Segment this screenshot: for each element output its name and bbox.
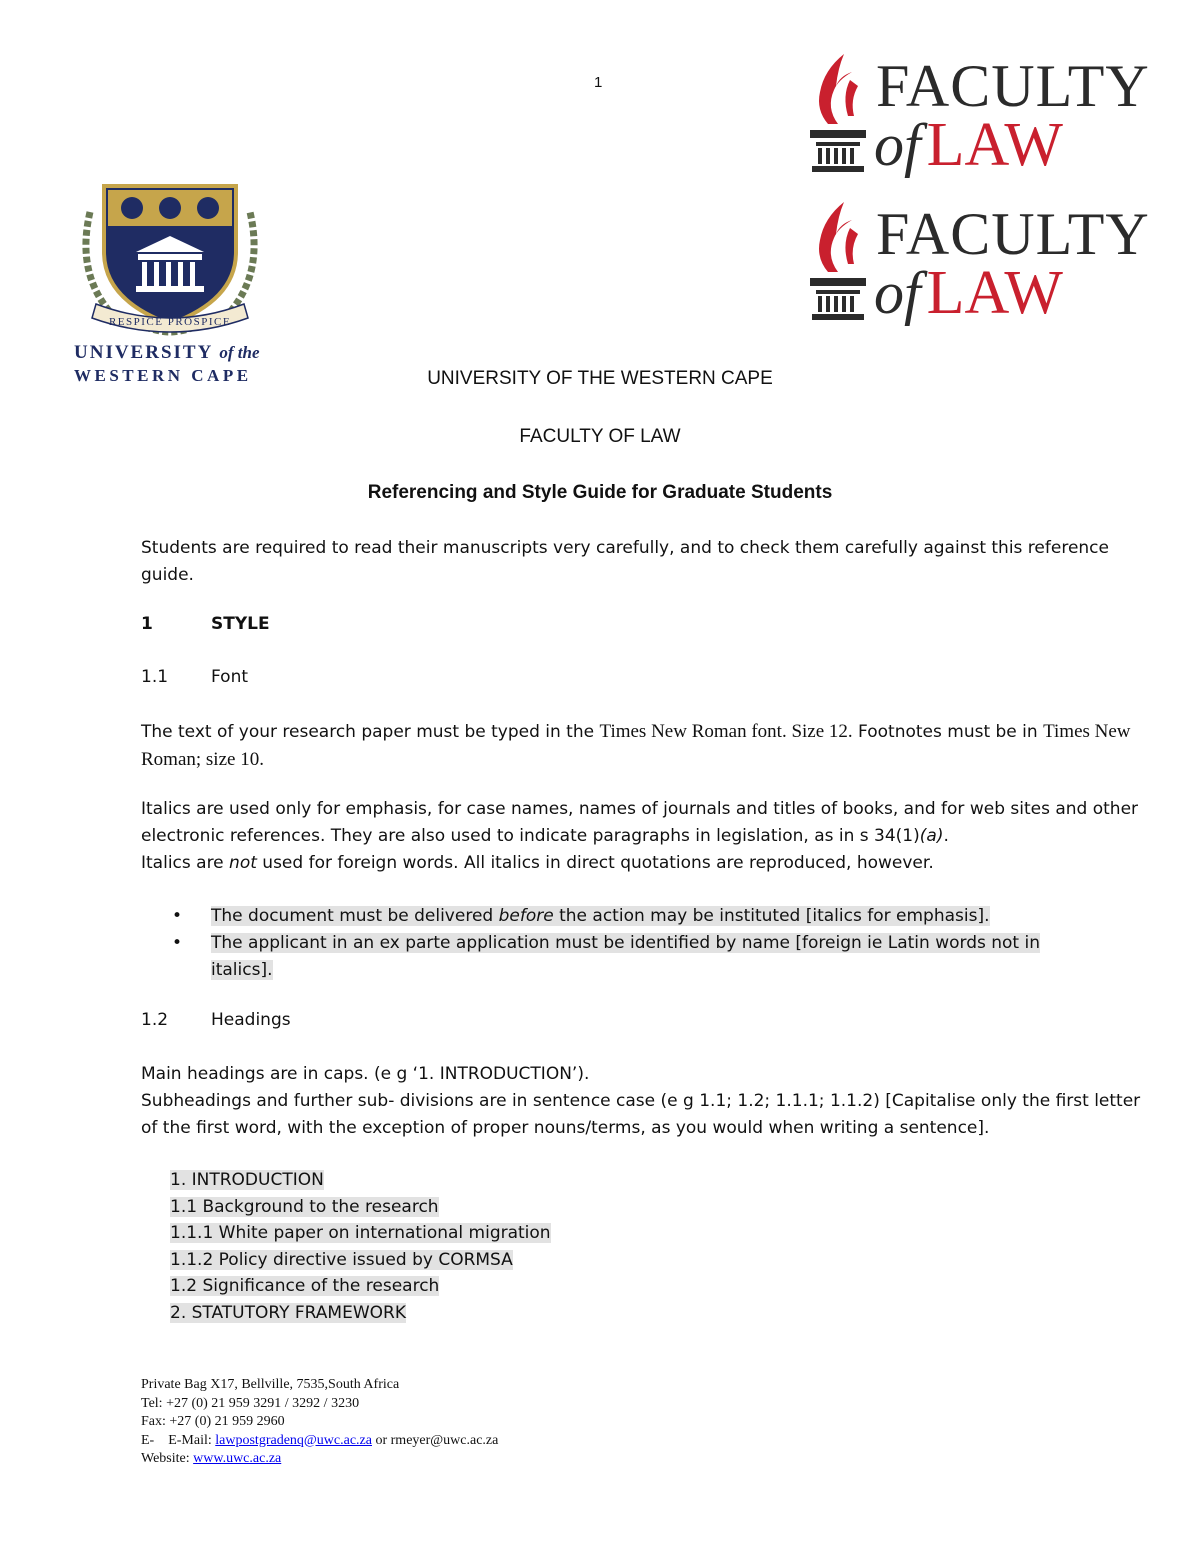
faculty-of-law-logo-duplicate [800, 194, 1150, 334]
university-name-italic: of the [219, 343, 260, 362]
email-link[interactable]: lawpostgradenq@uwc.ac.za [215, 1432, 372, 1448]
list-item [172, 930, 1072, 984]
logo-word-faculty: FACULTY [876, 53, 1150, 119]
list-item: 1.1.1 White paper on international migration [170, 1223, 551, 1243]
logo-word-of-law [874, 259, 1063, 327]
logo-word-law: LAW [926, 259, 1063, 327]
footer-website-label: Website: [141, 1451, 194, 1466]
bullet-text: The document must be delivered [211, 906, 499, 926]
section-title: STYLE [211, 614, 270, 634]
footer-email-secondary: or rmeyer@uwc.ac.za [371, 1432, 499, 1448]
italics-paragraph [141, 796, 1151, 877]
website-link[interactable]: www.uwc.ac.za [193, 1451, 282, 1466]
subsection-heading-headings [141, 1010, 291, 1030]
contact-footer [141, 1376, 498, 1469]
university-crest-logo [70, 182, 280, 385]
faculty-of-law-logo [800, 46, 1150, 186]
university-name-line2: WESTERN CAPE [74, 366, 252, 385]
italics-para-italic: not [229, 853, 257, 873]
bullet-text: The applicant in an ex parte application must be identified by name [foreign ie Latin words not in [211, 933, 1040, 953]
font-para-text: The text of your research paper must be typed in the [141, 722, 600, 742]
title-faculty: FACULTY OF LAW [519, 426, 681, 447]
font-paragraph [141, 718, 1151, 774]
headings-para-line: Main headings are in caps. (e g ‘1. INTRODUCTION’). [141, 1064, 590, 1084]
logo-word-law: LAW [926, 111, 1063, 179]
university-name-main: UNIVERSITY [74, 342, 213, 363]
list-item: 1.2 Significance of the research [170, 1276, 440, 1296]
footer-email-line [141, 1432, 498, 1451]
logo-word-of: of [874, 260, 921, 326]
font-para-serif: Times New Roman; size 10. [141, 721, 1131, 770]
subsection-title: Headings [211, 1010, 291, 1030]
title-guide: Referencing and Style Guide for Graduate Students [367, 482, 833, 503]
bullet-glyph: • [172, 933, 183, 953]
list-item: 1. INTRODUCTION [170, 1170, 324, 1190]
list-item: 1.1.2 Policy directive issued by CORMSA [170, 1249, 513, 1270]
bullet-glyph: • [172, 906, 183, 926]
subsection-number: 1.1 [141, 667, 169, 687]
heading-examples-list [170, 1167, 551, 1326]
list-item: 1.1 Background to the research [170, 1196, 439, 1217]
font-para-serif: Times New Roman font. Size 12. [599, 721, 853, 742]
font-para-text: Footnotes must be in [852, 722, 1044, 742]
bullet-text: the action may be instituted [italics for emphasis]. [553, 906, 990, 926]
footer-address: Private Bag X17, Bellville, 7535,South Africa [141, 1377, 400, 1392]
section-heading-style [141, 614, 270, 634]
bullet-text: italics]. [211, 960, 273, 980]
section-number: 1 [141, 614, 153, 634]
logo-word-of-law [874, 111, 1063, 179]
torch-icon [804, 50, 870, 178]
torch-icon [804, 198, 870, 326]
list-item [172, 903, 1072, 930]
footer-website-line [141, 1450, 498, 1469]
intro-paragraph: Students are required to read their manuscripts very carefully, and to check them carefully against this reference guide. [141, 538, 1109, 585]
subsection-heading-font [141, 667, 248, 687]
logo-word-faculty: FACULTY [876, 201, 1150, 267]
list-item: 2. STATUTORY FRAMEWORK [170, 1302, 406, 1323]
crest-motto: RESPICE PROSPICE [108, 316, 232, 328]
footer-email-label: E- E-Mail: [141, 1432, 216, 1448]
title-university: UNIVERSITY OF THE WESTERN CAPE [427, 368, 773, 389]
italics-para-text: . [943, 826, 949, 846]
logo-word-of: of [874, 112, 921, 178]
italics-para-text: used for foreign words. All italics in direct quotations are reproduced, however. [256, 853, 934, 873]
subsection-title: Font [211, 667, 249, 687]
footer-tel: Tel: +27 (0) 21 959 3291 / 3292 / 3230 [141, 1395, 360, 1411]
italics-para-text: Italics are used only for emphasis, for case names, names of journals and titles of books, and for web sites and other electronic references. They are also used to indicate paragraphs in legislation, as in s 34(1) [141, 799, 1139, 846]
italics-para-text: Italics are [141, 853, 230, 873]
headings-paragraph [141, 1061, 1161, 1142]
headings-para-line: Subheadings and further sub- divisions are in sentence case (e g 1.1; 1.2; 1.1.1; 1.1.2) [Capitalise only the first letter of the first word, with the exception of proper nouns/terms, as you would when writing a sentence]. [141, 1091, 1141, 1138]
bullet-list [172, 903, 1072, 984]
subsection-number: 1.2 [141, 1010, 169, 1030]
page-number: 1 [594, 74, 603, 91]
bullet-italic: before [498, 906, 554, 926]
university-name-line1 [74, 342, 260, 364]
footer-fax: Fax: +27 (0) 21 959 2960 [141, 1414, 285, 1429]
italics-para-italic: (a) [919, 826, 944, 846]
crest-shield-icon [70, 182, 270, 340]
